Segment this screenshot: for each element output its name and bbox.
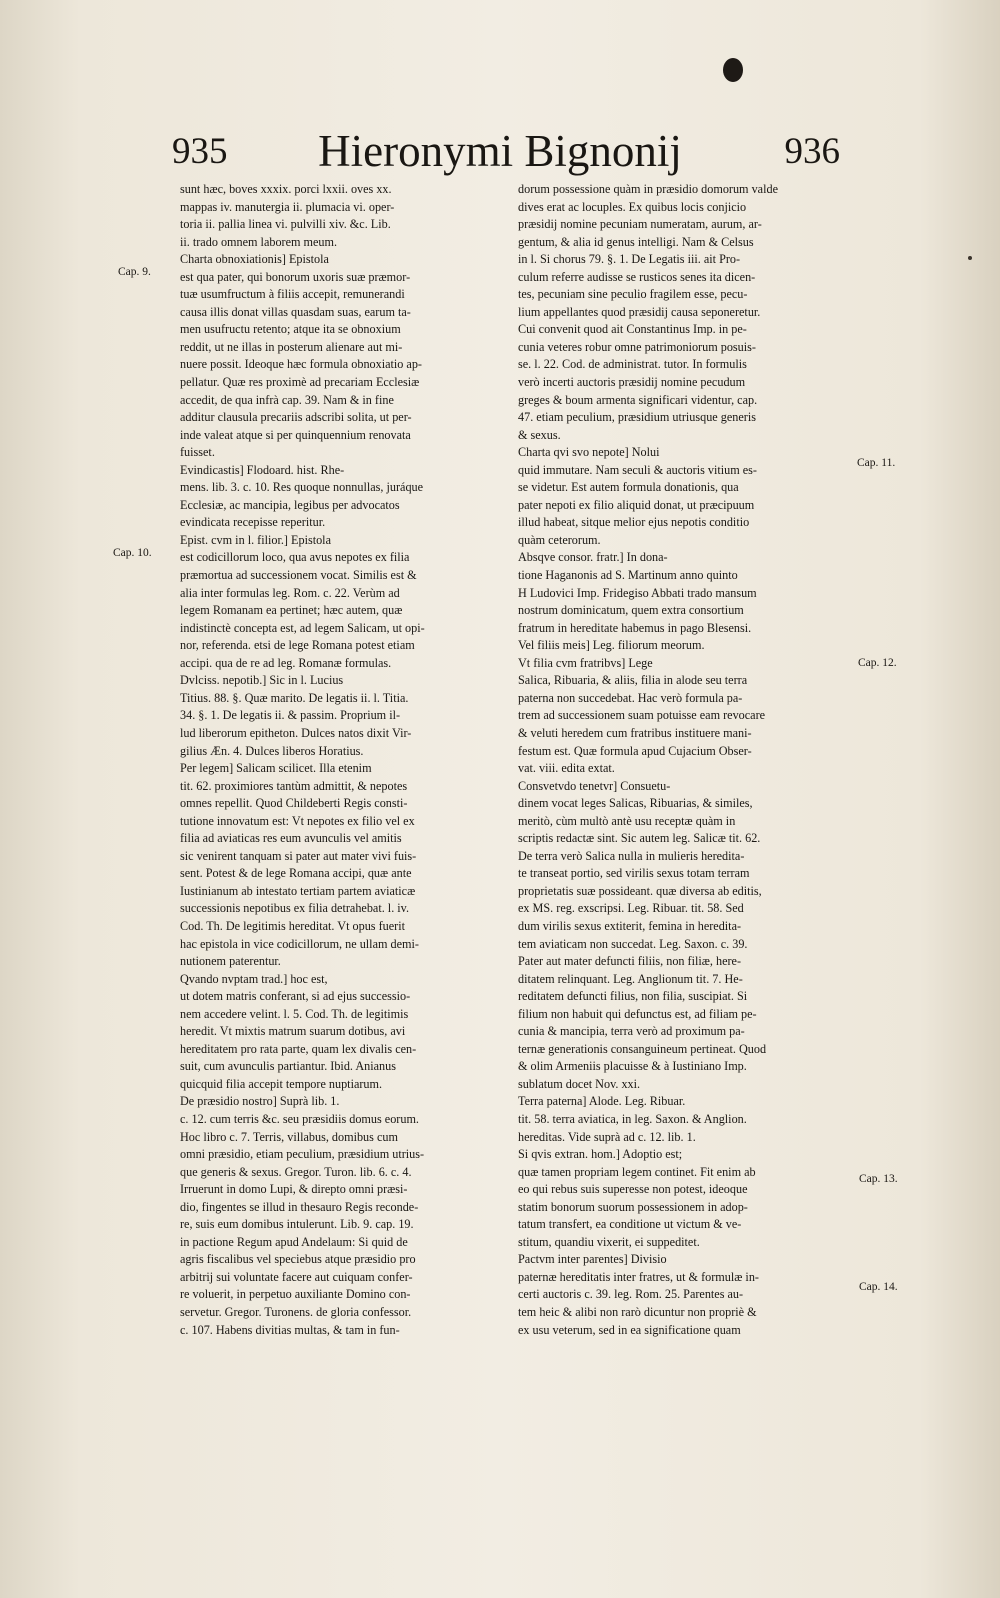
text-line: tit. 62. proximiores tantùm admittit, & nepotes	[180, 778, 408, 793]
text-line: filium non habuit qui defunctus est, ad filiam pe-	[518, 1006, 757, 1021]
text-line: Absqve consor. fratr.] In dona-	[518, 550, 668, 565]
text-line: paternæ hereditatis inter fratres, ut & formulæ in-	[518, 1269, 759, 1284]
text-line: in l. Si chorus 79. §. 1. De Legatis iii. ait Pro-	[518, 252, 741, 267]
text-line: arbitrij sui voluntate facere aut cuiquam confer-	[180, 1269, 413, 1284]
ink-blot	[723, 58, 743, 82]
text-line: successionis nepotibus ex filia detrahebat. l. iv.	[180, 901, 410, 916]
text-line: Pater aut mater defuncti filiis, non filiæ, here-	[518, 954, 742, 969]
margin-note-right: Cap. 13.	[859, 1173, 898, 1185]
text-line: toria ii. pallia linea vi. pulvilli xiv. &c. Lib.	[180, 217, 391, 232]
text-line: omnes repellit. Quod Childeberti Regis consti-	[180, 796, 408, 811]
text-line: & veluti heredem cum fratribus instituere mani-	[518, 725, 752, 740]
text-line: additur clausula precariis adscribi solita, ut per-	[180, 410, 412, 425]
text-line: cunia & mancipia, terra verò ad proximum pa-	[518, 1024, 745, 1039]
text-line: filia ad aviaticas res eum avunculis vel amitis	[180, 831, 402, 846]
text-line: lud liberorum epitheton. Dulces natos dixit Vir-	[180, 725, 412, 740]
text-line: reddit, ut ne illas in posterum alienare aut mi-	[180, 339, 403, 354]
text-line: ex usu veterum, sed in ea significatione quam	[518, 1322, 741, 1337]
text-line: 34. §. 1. De legatis ii. & passim. Proprium il-	[180, 708, 401, 723]
text-line: quicquid filia accepit tempore nuptiarum.	[180, 1076, 383, 1091]
text-line: quæ tamen propriam legem continet. Fit enim ab	[518, 1164, 756, 1179]
text-line: tem aviaticam non succedat. Leg. Saxon. c. 39.	[518, 936, 748, 951]
text-line: ternæ generationis consanguineum pertineat. Quod	[518, 1041, 767, 1056]
text-line: omni præsidio, etiam peculium, præsidium utrius-	[180, 1147, 425, 1162]
text-line: sic venirent tanquam si pater aut mater vivi fuis-	[180, 848, 417, 863]
text-line: greges & boum armenta significari videntur, cap.	[518, 392, 758, 407]
text-line: hereditatem pro rata parte, quam lex divalis cen-	[180, 1041, 417, 1056]
text-line: mappas iv. manutergia ii. plumacia vi. oper-	[180, 199, 395, 214]
text-line: trem ad successionem suam potuisse eam revocare	[518, 708, 766, 723]
text-line: lium appellantes quod præsidij causa seponeretur.	[518, 304, 761, 319]
text-line: quid immutare. Nam seculi & auctoris vitium es-	[518, 462, 757, 477]
text-line: se. l. 22. Cod. de administrat. tutor. In formulis	[518, 357, 747, 372]
right-text-column	[518, 181, 851, 1339]
margin-note-right: Cap. 12.	[858, 657, 897, 669]
text-line: 47. etiam peculium, præsidium utriusque generis	[518, 410, 756, 425]
text-line: causa illis donat villas quasdam suas, earum ta-	[180, 304, 411, 319]
page-number-right: 936	[784, 131, 840, 172]
text-line: Charta obnoxiationis] Epistola	[180, 252, 329, 267]
text-line: eo qui rebus suis superesse non potest, ideoque	[518, 1182, 748, 1197]
text-line: nem accedere velint. l. 5. Cod. Th. de legitimis	[180, 1006, 409, 1021]
text-line: gentum, & alia id genus intelligi. Nam & Celsus	[518, 234, 754, 249]
text-line: alia inter formulas leg. Rom. c. 22. Verùm ad	[180, 585, 400, 600]
text-line: præmortua ad successionem vocat. Similis est &	[180, 568, 417, 583]
text-line: illud habeat, sitque melior ejus nepotis conditio	[518, 515, 750, 530]
text-line: Salica, Ribuaria, & aliis, filia in alode seu terra	[518, 673, 748, 688]
text-line: tatum transfert, ea conditione ut victum & ve-	[518, 1217, 742, 1232]
text-line: certi auctoris c. 39. leg. Rom. 25. Parentes au-	[518, 1287, 744, 1302]
text-line: ii. trado omnem laborem meum.	[180, 234, 338, 249]
text-line: c. 107. Habens divitias multas, & tam in fun-	[180, 1322, 400, 1337]
text-line: accipi. qua de re ad leg. Romanæ formulas.	[180, 655, 392, 670]
text-line: te transeat portio, sed virilis sexus totam terram	[518, 866, 750, 881]
text-line: proprietatis suæ possideant. quæ diversa ab editis,	[518, 883, 762, 898]
text-line: evindicata recepisse reperitur.	[180, 515, 326, 530]
text-line: culum referre audisse se rusticos senes ita dicen-	[518, 269, 756, 284]
text-line: meritò, cùm multò antè usu receptæ quàm in	[518, 813, 736, 828]
text-line: hereditas. Vide suprà ad c. 12. lib. 1.	[518, 1129, 696, 1144]
text-line: scriptis redactæ sint. Sic autem leg. Salicæ tit. 62.	[518, 831, 761, 846]
text-line: Irruerunt in domo Lupi, & direpto omni præsi-	[180, 1182, 408, 1197]
text-line: est codicillorum loco, qua avus nepotes ex filia	[180, 550, 410, 565]
text-line: ut dotem matris conferant, si ad ejus successio-	[180, 989, 411, 1004]
text-line: re, suis eum domibus intulerunt. Lib. 9. cap. 19.	[180, 1217, 414, 1232]
text-line: Iustinianum ab intestato tertiam partem aviaticæ	[180, 883, 416, 898]
text-line: & sexus.	[518, 427, 561, 442]
text-line: tem heic & alibi non rarò dicuntur non propriè &	[518, 1305, 757, 1319]
text-line: sent. Potest & de lege Romana accipi, quæ ante	[180, 866, 412, 881]
running-header	[160, 128, 840, 178]
text-line: dives erat ac locuples. Ex quibus locis conjicio	[518, 199, 747, 214]
text-line: indistinctè concepta est, ad legem Salicam, ut opi-	[180, 620, 425, 635]
text-line: tes, pecuniam sine peculio fragilem esse, pecu-	[518, 287, 748, 302]
text-line: tutione innovatum est: Vt nepotes ex filio vel ex	[180, 813, 415, 828]
text-line: Charta qvi svo nepote] Nolui	[518, 445, 660, 460]
text-line: Cui convenit quod ait Constantinus Imp. in pe-	[518, 322, 747, 337]
text-line: Pactvm inter parentes] Divisio	[518, 1252, 667, 1267]
text-line: accedit, de qua infrà cap. 39. Nam & in fine	[180, 392, 394, 407]
text-line: ditatem relinquant. Leg. Anglionum tit. 7. He-	[518, 971, 743, 986]
text-line: Qvando nvptam trad.] hoc est,	[180, 971, 328, 986]
text-line: quàm ceterorum.	[518, 532, 601, 547]
text-line: Vt filia cvm fratribvs] Lege	[518, 655, 653, 670]
text-line: inde valeat atque si per quinquennium renovata	[180, 427, 411, 442]
margin-note-left: Cap. 10.	[113, 547, 152, 559]
text-line: nuere possit. Ideoque hæc formula obnoxiatio ap-	[180, 357, 422, 372]
text-line: reditatem defuncti filius, non filia, suscipiat. Si	[518, 989, 748, 1004]
margin-note-right: Cap. 14.	[859, 1281, 898, 1293]
text-line: agris fiscalibus vel speciebus atque præsidio pro	[180, 1252, 416, 1267]
text-line: sublatum docet Nov. xxi.	[518, 1076, 641, 1091]
text-line: Hoc libro c. 7. Terris, villabus, domibus cum	[180, 1129, 398, 1144]
text-line: H Ludovici Imp. Fridegiso Abbati trado mansum	[518, 585, 757, 600]
text-line: nor, referenda. etsi de lege Romana potest etiam	[180, 638, 415, 653]
text-line: De terra verò Salica nulla in mulieris heredita-	[518, 848, 745, 863]
text-line: Cod. Th. De legitimis hereditat. Vt opus fuerit	[180, 918, 405, 933]
text-line: & olim Armeniis placuisse & à Iustiniano Imp.	[518, 1059, 747, 1074]
text-line: nutionem paterentur.	[180, 954, 281, 969]
text-line: vat. viii. edita extat.	[518, 761, 615, 776]
text-line: mens. lib. 3. c. 10. Res quoque nonnullas, juráque	[180, 480, 424, 495]
text-line: Dvlciss. nepotib.] Sic in l. Lucius	[180, 673, 344, 688]
text-line: heredit. Vt mixtis matrum suarum dotibus, avi	[180, 1024, 406, 1039]
text-line: pellatur. Quæ res proximè ad precariam Ecclesiæ	[180, 375, 420, 390]
text-line: festum est. Quæ formula apud Cujacium Obser-	[518, 743, 752, 758]
text-line: stitum, quandiu vixerit, ei suppeditet.	[518, 1234, 700, 1249]
text-line: ex MS. reg. exscripsi. Leg. Ribuar. tit. 58. Sed	[518, 901, 744, 916]
text-line: statim bonorum suorum possessionem in adop-	[518, 1199, 748, 1214]
text-line: in pactione Regum apud Andelaum: Si quid de	[180, 1234, 408, 1249]
text-line: pater nepoti ex filio aliquid donat, ut præcipuum	[518, 497, 755, 512]
text-line: c. 12. cum terris &c. seu præsidiis domus eorum.	[180, 1111, 419, 1126]
text-line: dinem vocat leges Salicas, Ribuarias, & similes,	[518, 796, 753, 811]
margin-note-left: Cap. 9.	[118, 266, 151, 278]
text-line: legem Romanam ea pertinet; hæc autem, quæ	[180, 603, 403, 618]
text-line: sunt hæc, boves xxxix. porci lxxii. oves xx.	[180, 182, 392, 196]
text-line: Vel filiis meis] Leg. filiorum meorum.	[518, 638, 705, 653]
text-line: servetur. Gregor. Turonens. de gloria confessor.	[180, 1305, 412, 1319]
margin-note-right: Cap. 11.	[857, 457, 896, 469]
text-line: dum virilis sexus extiterit, femina in heredita-	[518, 918, 742, 933]
left-text-column	[180, 181, 513, 1339]
text-line: dorum possessione quàm in præsidio domorum valde	[518, 182, 778, 196]
text-line: Epist. cvm in l. filior.] Epistola	[180, 532, 331, 547]
text-line: tit. 58. terra aviatica, in leg. Saxon. & Anglion.	[518, 1111, 747, 1126]
text-line: tione Haganonis ad S. Martinum anno quinto	[518, 568, 738, 583]
text-line: Evindicastis] Flodoard. hist. Rhe-	[180, 462, 345, 477]
text-line: est qua pater, qui bonorum uxoris suæ præmor-	[180, 269, 411, 284]
text-line: re voluerit, in perpetuo auxiliante Domino con-	[180, 1287, 411, 1302]
text-line: gilius Æn. 4. Dulces liberos Horatius.	[180, 743, 364, 758]
text-line: se videtur. Est autem formula donationis, qua	[518, 480, 739, 495]
text-line: De præsidio nostro] Suprà lib. 1.	[180, 1094, 340, 1109]
text-line: verò incerti auctoris præsidij nomine pecudum	[518, 375, 746, 390]
running-title: Hieronymi Bignonij	[318, 126, 682, 176]
text-line: Ecclesiæ, ac mancipia, legibus per advocatos	[180, 497, 400, 512]
page-number-left: 935	[172, 131, 228, 172]
text-line: dio, fingentes se illud in thesauro Regis reconde-	[180, 1199, 419, 1214]
text-line: tuæ usumfructum à filiis accepit, remunerandi	[180, 287, 405, 302]
text-line: que generis & sexus. Gregor. Turon. lib. 6. c. 4.	[180, 1164, 412, 1179]
text-line: cunia veteres robur omne patrimoniorum posuis-	[518, 339, 756, 354]
text-line: suit, cum avunculis partiantur. Ibid. Anianus	[180, 1059, 396, 1074]
text-line: Per legem] Salicam scilicet. Illa etenim	[180, 761, 372, 776]
text-line: nostrum dominicatum, quem extra consortium	[518, 603, 744, 618]
text-line: Consvetvdo tenetvr] Consuetu-	[518, 778, 671, 793]
text-line: hac epistola in vice codicillorum, ne ullam demi-	[180, 936, 419, 951]
text-line: paterna non succedebat. Hac verò formula pa-	[518, 690, 743, 705]
text-line: Titius. 88. §. Quæ marito. De legatis ii. l. Titia.	[180, 690, 409, 705]
text-line: fratrum in hereditate habemus in pago Blesensi.	[518, 620, 752, 635]
text-line: Si qvis extran. hom.] Adoptio est;	[518, 1147, 683, 1162]
text-line: præsidij nomine pecuniam numeratam, aurum, ar-	[518, 217, 762, 232]
text-line: Terra paterna] Alode. Leg. Ribuar.	[518, 1094, 686, 1109]
text-line: fuisset.	[180, 445, 215, 460]
text-line: men usufructu retento; atque ita se obnoxium	[180, 322, 401, 337]
ink-speck	[968, 256, 972, 260]
